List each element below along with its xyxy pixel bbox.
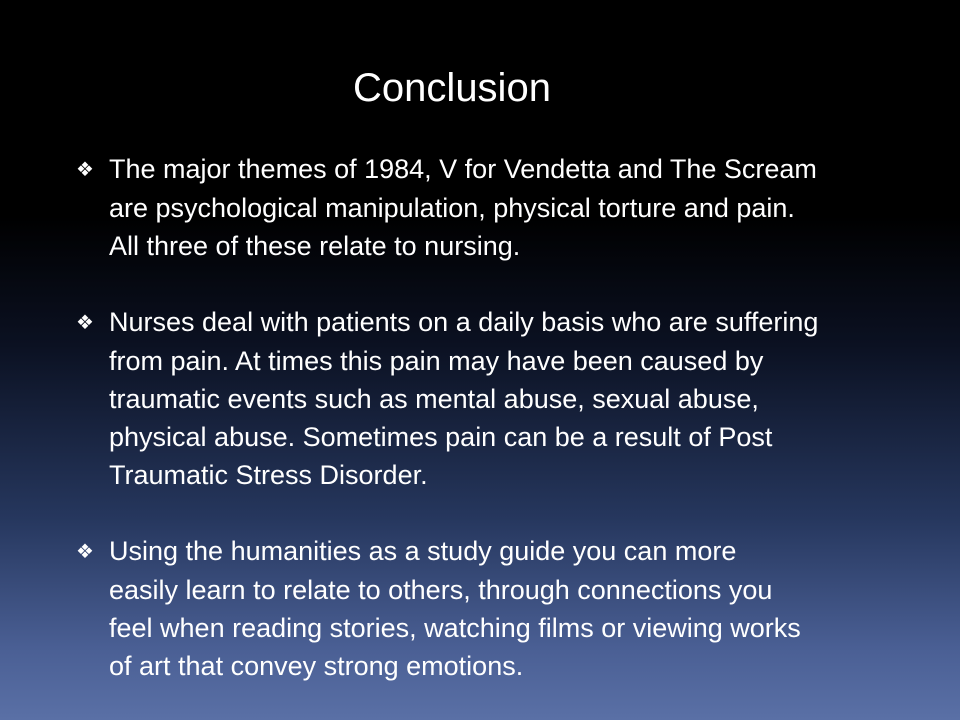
bullet-item bbox=[76, 532, 960, 685]
diamond-bullet-icon: ❖ bbox=[76, 541, 94, 563]
bullet-line bbox=[76, 303, 960, 342]
bullet-line: of art that convey strong emotions. bbox=[109, 651, 524, 681]
bullet-line: are psychological manipulation, physical torture and pain. bbox=[109, 193, 795, 223]
bullet-text: The major themes of 1984, V for Vendetta and The Scream bbox=[109, 154, 817, 184]
bullet-line: physical abuse. Sometimes pain can be a result of Post bbox=[109, 422, 773, 452]
bullet-line bbox=[76, 532, 960, 571]
bullet-line: Traumatic Stress Disorder. bbox=[109, 460, 428, 490]
diamond-bullet-icon: ❖ bbox=[76, 312, 94, 334]
bullet-line: feel when reading stories, watching films or viewing works bbox=[109, 613, 801, 643]
bullet-item bbox=[76, 303, 960, 494]
bullet-line: easily learn to relate to others, through connections you bbox=[109, 575, 773, 605]
bullet-line: All three of these relate to nursing. bbox=[109, 231, 521, 261]
bullet-text: Nurses deal with patients on a daily basis who are suffering bbox=[109, 307, 819, 337]
diamond-bullet-icon: ❖ bbox=[76, 159, 94, 181]
bullet-line bbox=[76, 150, 960, 189]
bullet-text: Using the humanities as a study guide you can more bbox=[109, 536, 737, 566]
bullet-line: traumatic events such as mental abuse, sexual abuse, bbox=[109, 384, 759, 414]
slide-title: Conclusion bbox=[353, 66, 551, 110]
bullet-item bbox=[76, 150, 960, 265]
bullet-line: from pain. At times this pain may have been caused by bbox=[109, 346, 764, 376]
bullet-list bbox=[76, 150, 960, 720]
